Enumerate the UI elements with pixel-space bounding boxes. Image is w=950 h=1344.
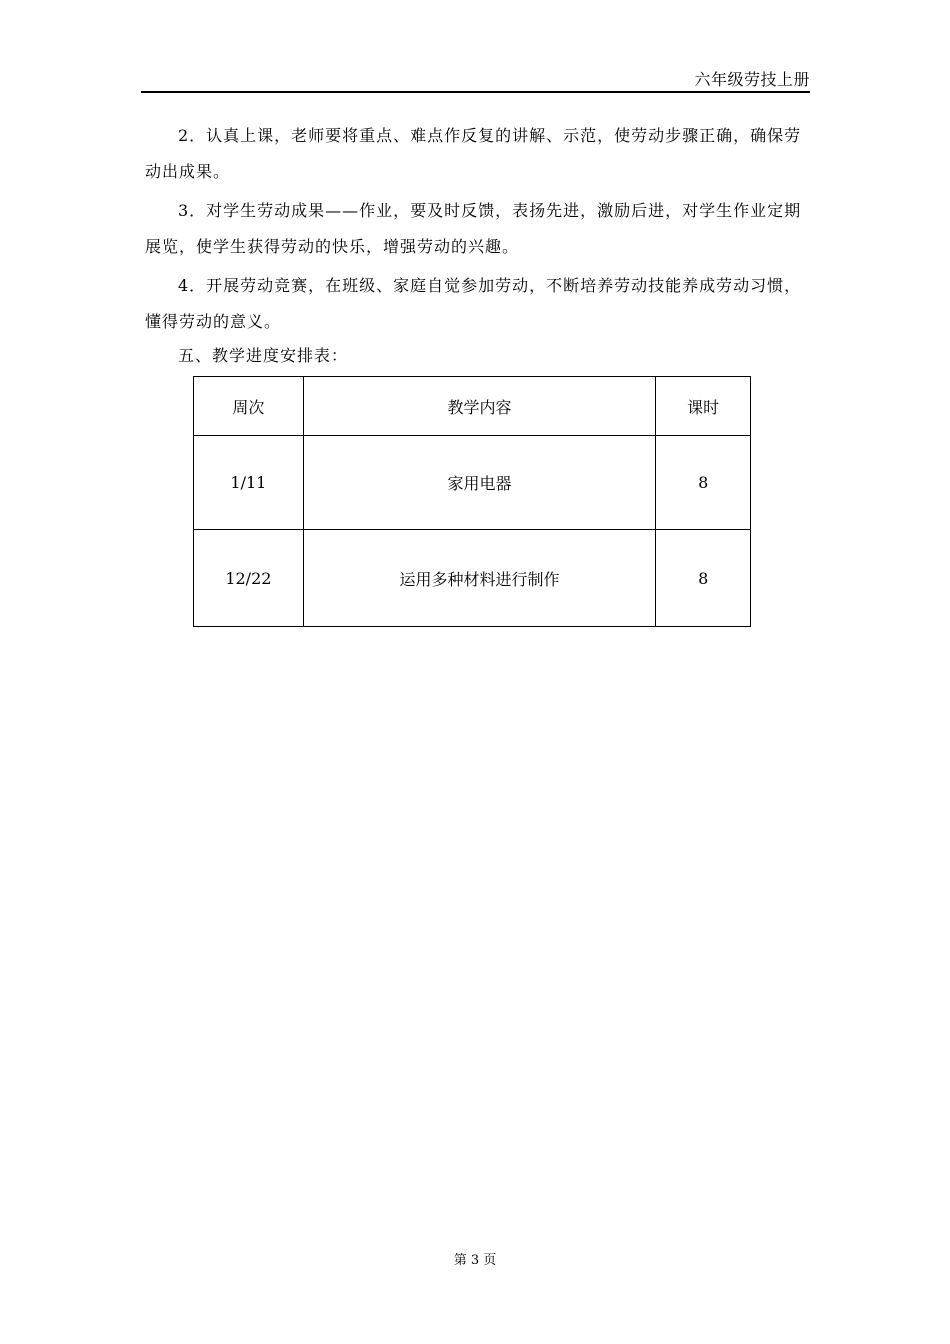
table-header-row [194,377,751,436]
table-row [194,436,751,530]
header-divider [141,91,810,93]
paragraph-2: 2．认真上课，老师要将重点、难点作反复的讲解、示范，使劳动步骤正确，确保劳动出成果。 [145,126,802,181]
header-cell-week: 周次 [194,377,304,436]
header-title: 六年级劳技上册 [694,70,810,89]
header-cell-hours: 课时 [656,377,751,436]
header-cell-content: 教学内容 [303,377,656,436]
paragraph-3: 3．对学生劳动成果——作业，要及时反馈，表扬先进，激励后进，对学生作业定期展览，使学生获得劳动的快乐，增强劳动的兴趣。 [145,201,802,256]
cell-week: 1/11 [194,436,304,530]
section-title: 五、教学进度安排表： [178,346,349,365]
table-row [194,530,751,627]
page-number: 第 3 页 [453,1253,497,1268]
paragraph-4: 4．开展劳动竞赛，在班级、家庭自觉参加劳动，不断培养劳动技能养成劳动习惯，懂得劳动的意义。 [145,276,802,331]
document-body [145,118,810,369]
schedule-table [193,376,751,627]
cell-hours: 8 [656,530,751,627]
cell-week: 12/22 [194,530,304,627]
cell-hours: 8 [656,436,751,530]
cell-content: 家用电器 [303,436,656,530]
cell-content: 运用多种材料进行制作 [303,530,656,627]
